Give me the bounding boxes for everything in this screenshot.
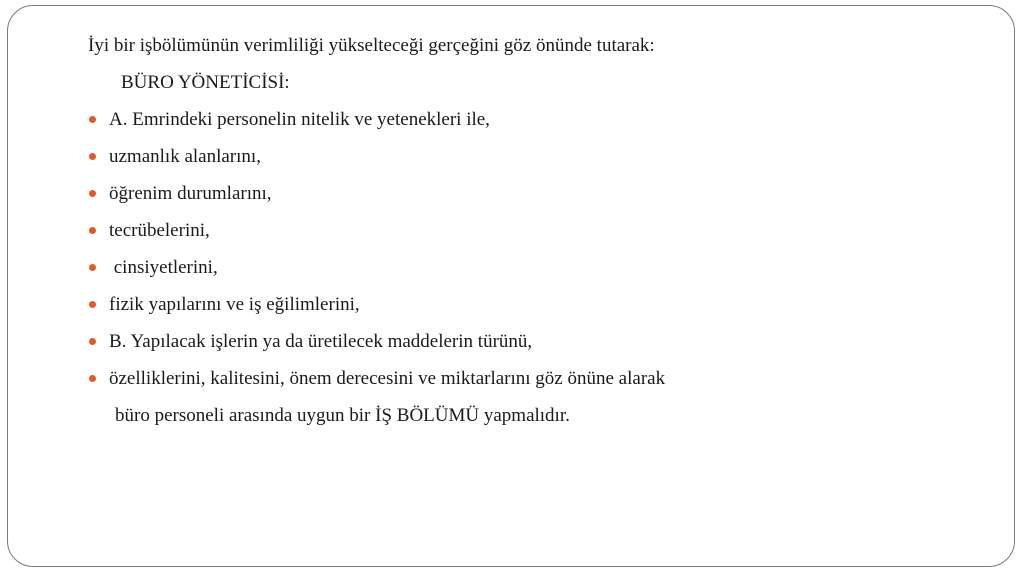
list-item-text: tecrübelerini, xyxy=(109,220,210,241)
slide-content xyxy=(88,34,988,441)
list-item-text: B. Yapılacak işlerin ya da üretilecek maddelerin türünü, xyxy=(109,331,533,352)
bullet-icon xyxy=(89,153,96,160)
list-item-text: uzmanlık alanlarını, xyxy=(109,146,261,167)
bullet-icon xyxy=(89,375,96,382)
bullet-icon xyxy=(89,264,96,271)
list-item xyxy=(88,293,988,330)
list-item-text: A. Emrindeki personelin nitelik ve yetenekleri ile, xyxy=(109,109,490,130)
list-item xyxy=(88,367,988,404)
list-item xyxy=(88,145,988,182)
slide-frame xyxy=(7,5,1015,567)
bullet-icon xyxy=(89,227,96,234)
list-item xyxy=(88,330,988,367)
list-item xyxy=(88,182,988,219)
list-item xyxy=(88,256,988,293)
subject-heading: BÜRO YÖNETİCİSİ: xyxy=(121,72,290,93)
intro-text: İyi bir işbölümünün verimliliği yükselteceği gerçeğini göz önünde tutarak: xyxy=(88,35,655,56)
list-item-text: öğrenim durumlarını, xyxy=(109,183,272,204)
list-item xyxy=(88,219,988,256)
bullet-icon xyxy=(89,301,96,308)
bullet-icon xyxy=(89,116,96,123)
list-item xyxy=(88,108,988,145)
list-item-text: fizik yapılarını ve iş eğilimlerini, xyxy=(109,294,360,315)
bullet-icon xyxy=(89,190,96,197)
conclusion-text: büro personeli arasında uygun bir İŞ BÖLÜMÜ yapmalıdır. xyxy=(115,405,570,426)
list-item-text: özelliklerini, kalitesini, önem derecesini ve miktarlarını göz önüne alarak xyxy=(109,368,666,389)
bullet-icon xyxy=(89,338,96,345)
list-item-text: cinsiyetlerini, xyxy=(109,257,218,278)
